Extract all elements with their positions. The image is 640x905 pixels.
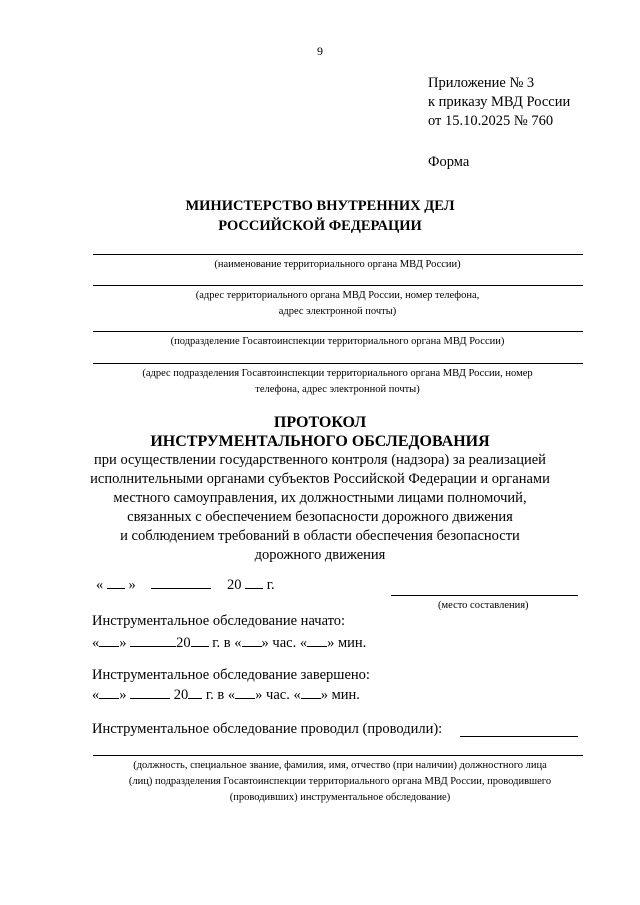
started-hours-field[interactable] <box>242 634 262 647</box>
day-field[interactable] <box>107 576 125 589</box>
subtitle-line: связанных с обеспечением безопасности дорожного движения <box>127 509 513 525</box>
close-quote: » <box>119 687 127 703</box>
subdivision-field[interactable] <box>93 331 583 332</box>
organ-name-field[interactable] <box>93 254 583 255</box>
minutes-suffix: » мин. <box>320 687 360 703</box>
appendix-line: Приложение № 3 <box>428 75 535 91</box>
title-line: ПРОТОКОЛ <box>273 414 367 431</box>
organ-address-field[interactable] <box>93 285 583 286</box>
minutes-suffix: » мин. <box>327 635 367 651</box>
year-suffix: г. <box>266 577 275 593</box>
subtitle-line: местного самоуправления, их должностными лицами полномочий, <box>113 490 527 506</box>
appendix-line: от 15.10.2025 № 760 <box>428 113 554 129</box>
title-line: ИНСТРУМЕНТАЛЬНОГО ОБСЛЕДОВАНИЯ <box>150 433 490 450</box>
organ-address-caption <box>80 288 595 320</box>
finished-day-field[interactable] <box>99 686 119 699</box>
caption-line: (должность, специальное звание, фамилия, имя, отчество (при наличии) должностного лица <box>133 760 547 771</box>
place-caption: (место составления) <box>438 600 529 611</box>
year-prefix: 20 <box>227 577 242 593</box>
finished-month-field[interactable] <box>130 686 170 699</box>
caption-line: телефона, адрес электронной почты) <box>255 384 420 395</box>
appendix-line: к приказу МВД России <box>428 94 571 110</box>
finished-hours-field[interactable] <box>235 686 255 699</box>
year-prefix: 20 <box>173 687 189 703</box>
year-suffix: г. в « <box>205 687 236 703</box>
ministry-heading <box>0 196 640 236</box>
page-number: 9 <box>317 44 323 58</box>
ministry-line: МИНИСТЕРСТВО ВНУТРЕННИХ ДЕЛ <box>185 198 455 214</box>
month-field[interactable] <box>151 576 211 589</box>
year-prefix: 20 <box>176 635 191 651</box>
started-year-field[interactable] <box>191 634 209 647</box>
open-quote: « <box>96 577 104 593</box>
finished-year-field[interactable] <box>188 686 202 699</box>
hours-suffix: » час. « <box>255 687 301 703</box>
open-quote: « <box>92 635 100 651</box>
subdivision-address-caption <box>80 366 595 398</box>
conducted-label: Инструментальное обследование проводил (проводили): <box>92 721 443 737</box>
caption-line: (проводивших) инструментальное обследование) <box>229 792 451 803</box>
place-field[interactable] <box>391 595 578 596</box>
started-minutes-field[interactable] <box>307 634 327 647</box>
subdivision-address-field[interactable] <box>93 363 583 364</box>
started-datetime <box>92 634 366 652</box>
appendix-header <box>428 74 570 131</box>
caption-line: адрес электронной почты) <box>278 306 397 317</box>
form-label: Форма <box>428 154 470 170</box>
subdivision-caption: (подразделение Госавтоинспекции территориального органа МВД России) <box>170 336 505 347</box>
subtitle-line: при осуществлении государственного контроля (надзора) за реализацией <box>94 452 546 468</box>
subtitle-line: исполнительными органами субъектов Российской Федерации и органами <box>90 471 550 487</box>
organ-name-caption: (наименование территориального органа МВД России) <box>214 259 461 270</box>
ministry-line: РОССИЙСКОЙ ФЕДЕРАЦИИ <box>218 218 422 234</box>
protocol-title <box>0 413 640 451</box>
close-quote: » <box>128 577 136 593</box>
subtitle-line: дорожного движения <box>254 547 386 563</box>
started-month-field[interactable] <box>130 634 176 647</box>
year-field[interactable] <box>245 576 263 589</box>
caption-line: (адрес территориального органа МВД России, номер телефона, <box>195 290 480 301</box>
caption-line: (лиц) подразделения Госавтоинспекции территориального органа МВД России, проводившего <box>128 776 552 787</box>
open-quote: « <box>92 687 100 703</box>
finished-datetime <box>92 686 360 704</box>
started-day-field[interactable] <box>99 634 119 647</box>
close-quote: » <box>119 635 127 651</box>
subtitle-line: и соблюдением требований в области обеспечения безопасности <box>120 528 520 544</box>
date-line <box>96 576 275 594</box>
official-field[interactable] <box>93 755 583 756</box>
finished-label: Инструментальное обследование завершено: <box>92 667 370 683</box>
started-label: Инструментальное обследование начато: <box>92 613 346 629</box>
finished-minutes-field[interactable] <box>301 686 321 699</box>
hours-suffix: » час. « <box>261 635 308 651</box>
official-caption <box>60 758 620 806</box>
year-suffix: г. в « <box>212 635 242 651</box>
conducted-field[interactable] <box>460 736 578 737</box>
protocol-subtitle <box>60 451 580 565</box>
caption-line: (адрес подразделения Госавтоинспекции территориального органа МВД России, номер <box>142 368 533 379</box>
